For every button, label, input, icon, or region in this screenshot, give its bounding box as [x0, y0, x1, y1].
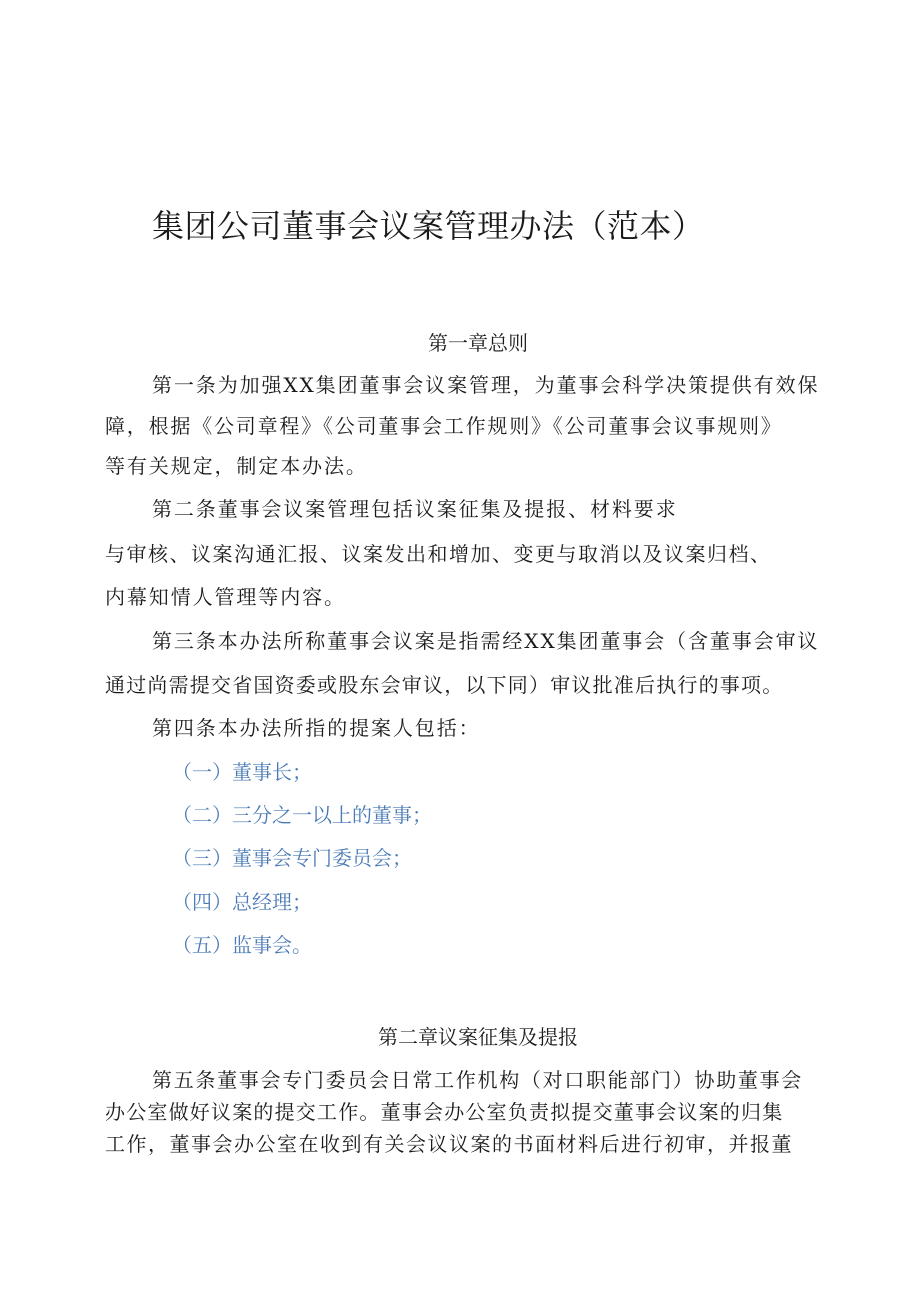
- chapter-2-heading: 第二章议案征集及提报: [378, 1025, 578, 1049]
- article-2-line-3: 内幕知情人管理等内容。: [105, 585, 346, 609]
- document-title: 集团公司董事会议案管理办法（范本）: [152, 207, 705, 245]
- list-item: （五）监事会。: [172, 933, 312, 957]
- list-item: （二）三分之一以上的董事；: [172, 803, 432, 827]
- article-1-line-1: 第一条为加强XX集团董事会议案管理，为董事会科学决策提供有效保: [152, 373, 820, 397]
- article-3-line-2: 通过尚需提交省国资委或股东会审议，以下同）审议批准后执行的事项。: [105, 673, 784, 697]
- article-1-line-2: 障，根据《公司章程》《公司董事会工作规则》《公司董事会议事规则》: [105, 414, 783, 438]
- list-item: （三）董事会专门委员会；: [172, 846, 412, 870]
- article-1-line-3: 等有关规定，制定本办法。: [105, 454, 368, 478]
- list-item: （一）董事长；: [172, 760, 312, 784]
- article-5-line-3: 工作，董事会办公室在收到有关会议议案的书面材料后进行初审，并报董: [105, 1132, 793, 1156]
- list-item: （四）总经理；: [172, 890, 312, 914]
- article-5-line-1: 第五条董事会专门委员会日常工作机构（对口职能部门）协助董事会: [152, 1068, 803, 1092]
- article-4-line-1: 第四条本办法所指的提案人包括：: [152, 716, 481, 740]
- chapter-1-heading: 第一章总则: [428, 331, 528, 355]
- article-3-line-1: 第三条本办法所称董事会议案是指需经XX集团董事会（含董事会审议: [152, 629, 820, 653]
- article-2-line-2: 与审核、议案沟通汇报、议案发出和增加、变更与取消以及议案归档、: [105, 542, 772, 566]
- article-2-line-1: 第二条董事会议案管理包括议案征集及提报、材料要求: [152, 497, 678, 521]
- article-5-line-2: 办公室做好议案的提交工作。董事会办公室负责拟提交董事会议案的归集: [105, 1100, 784, 1124]
